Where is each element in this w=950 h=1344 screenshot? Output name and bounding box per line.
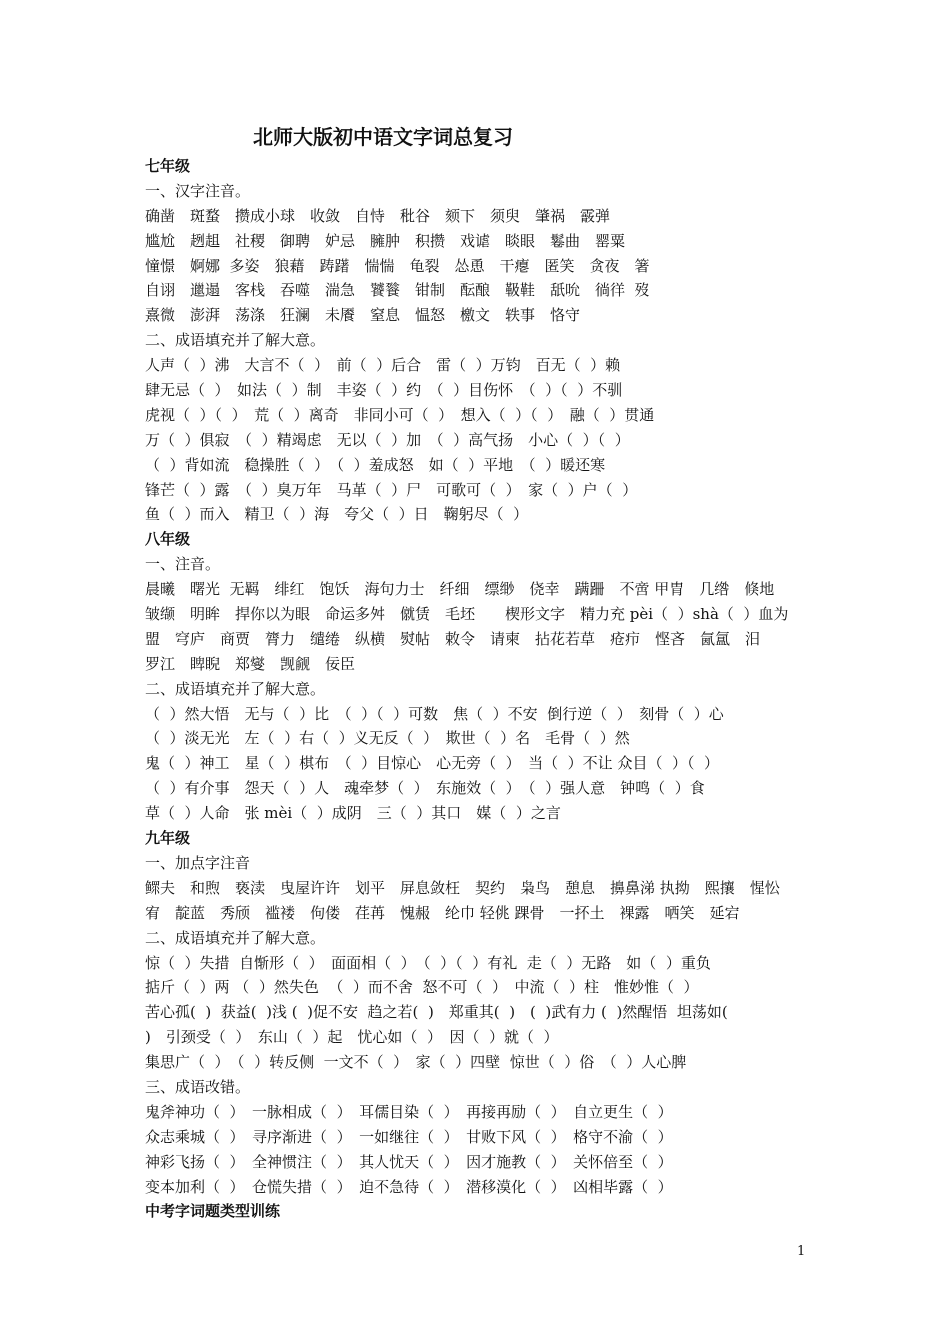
exercise-heading: 二、成语填充并了解大意。 bbox=[145, 928, 326, 947]
exercise-line: 万（ ）俱寂 （ ）精竭虑 无以（ ）加 （ ）高气扬 小心（ ）（ ） bbox=[145, 430, 630, 449]
exercise-line: 惊（ ）失措 自惭形（ ） 面面相（ ） （ ）（ ）有礼 走（ ）无路 如（ ）重负 bbox=[145, 953, 711, 972]
exercise-line: 宥 靛蓝 秀颀 褴褛 佝偻 荏苒 愧赧 纶巾 轻佻 踝骨 一抔土 裸露 哂笑 延宕 bbox=[145, 903, 740, 922]
document-content bbox=[145, 154, 815, 1199]
exercise-line: 确凿 斑蝥 攒成小球 收敛 自恃 秕谷 颏下 须臾 肇祸 霰弹 bbox=[145, 206, 611, 225]
page-number: 1 bbox=[797, 1244, 806, 1259]
exercise-line: 神彩飞扬（ ） 全神惯注（ ） 其人忧天（ ） 因才施教（ ） 关怀倍至（ ） bbox=[145, 1152, 673, 1171]
exercise-heading: 二、成语填充并了解大意。 bbox=[145, 679, 326, 698]
exercise-line: 肆无忌（ ） 如法（ ）制 丰姿（ ）约 （ ）目伤怀 （ ）（ ）不驯 bbox=[145, 381, 623, 400]
exercise-line: 憧憬 婀娜 多姿 狼藉 踌躇 惴惴 龟裂 怂恿 干瘪 匿笑 贪夜 箸 bbox=[145, 256, 650, 275]
exercise-heading: 三、成语改错。 bbox=[145, 1077, 251, 1096]
exercise-line: 盟 穹庐 商贾 膂力 缱绻 纵横 熨帖 敕令 请柬 拈花若草 疮疖 悭吝 氤氲 汨 bbox=[145, 629, 761, 648]
exercise-line: 晨曦 曙光 无羁 绯红 饱饫 海句力士 纤细 缥缈 侥幸 蹒跚 不啻 甲胄 几绺 倏地 bbox=[145, 580, 775, 599]
exercise-heading: 一、汉字注音。 bbox=[145, 181, 251, 200]
exercise-line: 人声（ ）沸 大言不（ ） 前（ ）后合 雷（ ）万钧 百无（ ）赖 bbox=[145, 356, 621, 375]
exercise-line: 变本加利（ ） 仓慌失措（ ） 迫不急待（ ） 潜移漠化（ ） 凶相毕露（ ） bbox=[145, 1177, 673, 1196]
exercise-heading: 一、注音。 bbox=[145, 555, 221, 574]
exercise-line: 熹微 澎湃 荡涤 狂澜 未餍 窒息 愠怒 檄文 轶事 恪守 bbox=[145, 306, 581, 325]
exercise-line: 鬼斧神功（ ） 一脉相成（ ） 耳儒目染（ ） 再接再励（ ） 自立更生（ ） bbox=[145, 1102, 673, 1121]
exercise-heading: 一、加点字注音 bbox=[145, 853, 251, 872]
grade-heading: 九年级 bbox=[145, 829, 191, 848]
exercise-line: ) 引颈受（ ） 东山（ ）起 忧心如（ ） 因（ ）就（ ） bbox=[145, 1028, 559, 1047]
exercise-heading: 二、成语填充并了解大意。 bbox=[145, 331, 326, 350]
exercise-line: 皱缬 明眸 捍你以为眼 命运多舛 僦赁 毛坯 楔形文字 精力充 pèi（ ）shà（ ）血为 bbox=[145, 605, 789, 624]
exercise-line: 众志乘城（ ） 寻序渐进（ ） 一如继往（ ） 甘败下风（ ） 格守不渝（ ） bbox=[145, 1127, 673, 1146]
document-title: 北师大版初中语文字词总复习 bbox=[253, 125, 513, 149]
section-heading-exam-training: 中考字词题类型训练 bbox=[145, 1202, 281, 1221]
exercise-line: 鳏夫 和煦 亵渎 曳屋许许 划平 屏息敛枉 契约 枭鸟 憩息 擤鼻涕 执拗 熙攘 惺忪 bbox=[145, 878, 780, 897]
exercise-line: 尴尬 趔趄 社稷 御聘 妒忌 臃肿 积攒 戏谑 睒眼 鬈曲 罂粟 bbox=[145, 231, 626, 250]
exercise-line: 鬼（ ）神工 星（ ）棋布 （ ）目惊心 心无旁（ ） 当（ ）不让 众目（ ）（ ） bbox=[145, 754, 720, 773]
grade-heading: 七年级 bbox=[145, 157, 191, 175]
exercise-line: 罗江 睥睨 郑燮 觊觎 佞臣 bbox=[145, 654, 356, 673]
exercise-line: 苦心孤( ) 获益( )浅 ( )促不安 趋之若( ) 郑重其( ) ( )武有力 ( )然醒悟 坦荡如( bbox=[145, 1003, 728, 1022]
exercise-line: 草（ ）人命 张 mèi（ ）成阴 三（ ）其口 媒（ ）之言 bbox=[145, 804, 561, 823]
exercise-line: （ ）然大悟 无与（ ）比 （ ）（ ）可数 焦（ ）不安 倒行逆（ ） 刻骨（ ）心 bbox=[145, 704, 724, 723]
exercise-line: 集思广（ ） （ ）转反侧 一文不（ ） 家（ ）四壁 惊世（ ）俗 （ ）人心脾 bbox=[145, 1053, 687, 1072]
exercise-line: 锋芒（ ）露 （ ）臭万年 马革（ ）尸 可歌可（ ） 家（ ）户（ ） bbox=[145, 480, 638, 499]
exercise-line: （ ）有介事 怨天（ ）人 魂牵梦（ ） 东施效（ ） （ ）强人意 钟鸣（ ）食 bbox=[145, 779, 705, 798]
exercise-line: 虎视（ ）（ ） 荒（ ）离奇 非同小可（ ） 想入（ ）（ ） 融（ ）贯通 bbox=[145, 405, 655, 424]
exercise-line: （ ）淡无光 左（ ）右（ ）义无反（ ） 欺世（ ）名 毛骨（ ）然 bbox=[145, 729, 630, 748]
document-body bbox=[145, 120, 815, 1224]
exercise-line: （ ）背如流 稳操胜（ ） （ ）羞成怒 如（ ）平地 （ ）暖还寒 bbox=[145, 455, 606, 474]
grade-heading: 八年级 bbox=[145, 530, 191, 549]
exercise-line: 自诩 邋遢 客栈 吞噬 湍急 饕餮 钳制 酝酿 靸鞋 舐吮 徜徉 歿 bbox=[145, 281, 650, 300]
exercise-line: 掂斤（ ）两 （ ）然失色 （ ）而不舍 怒不可（ ） 中流（ ）柱 惟妙惟（ ） bbox=[145, 978, 699, 997]
exercise-line: 鱼（ ）而入 精卫（ ）海 夸父（ ）日 鞠躬尽（ ） bbox=[145, 505, 529, 524]
